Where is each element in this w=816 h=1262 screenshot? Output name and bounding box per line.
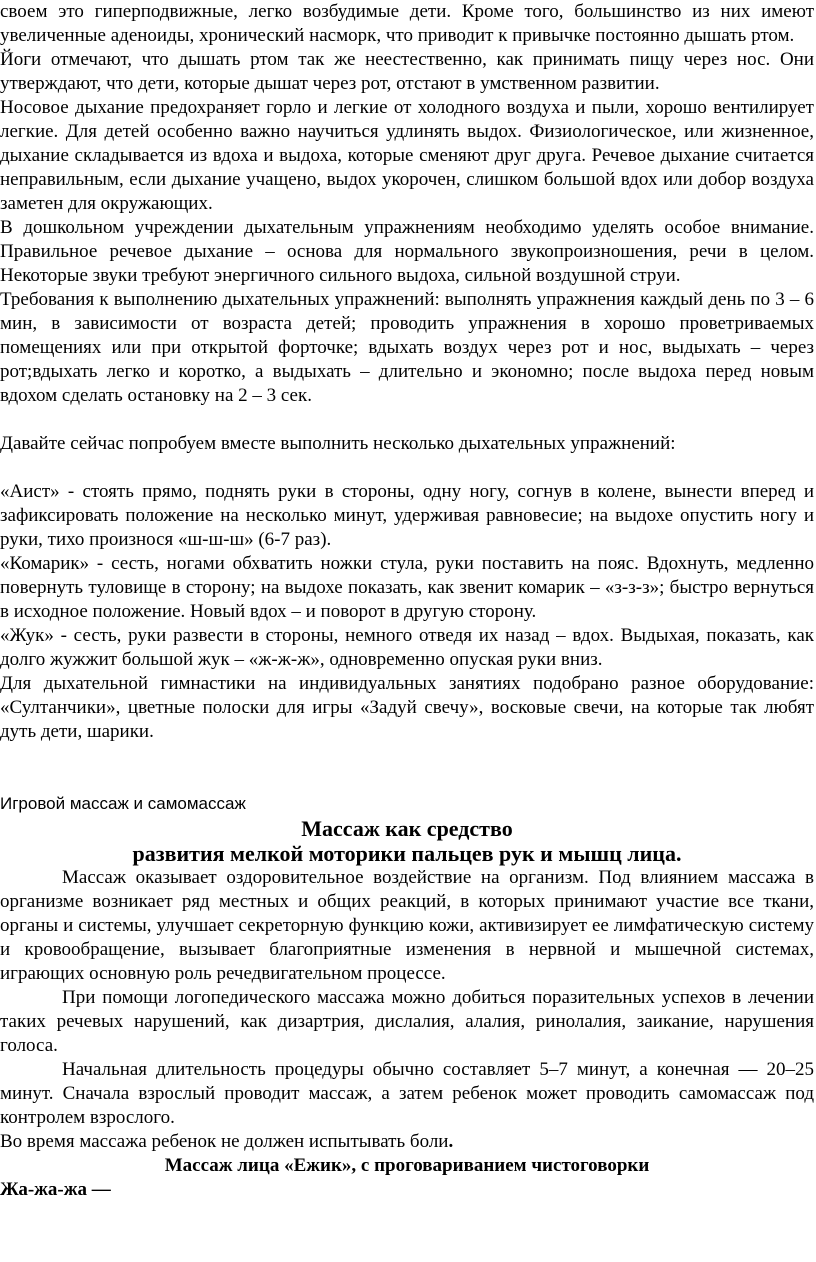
blank-line xyxy=(0,768,814,792)
section-title-line-2: развития мелкой моторики пальцев рук и мышц лица. xyxy=(132,841,682,866)
paragraph-equipment: Для дыхательной гимнастики на индивидуальных занятиях подобрано разное оборудование: «Султанчики», цветные полоски для игры «Задуй свечу», восковые свечи, на которые так любят дуть дети, шарики. xyxy=(0,673,814,742)
pain-note-period: . xyxy=(448,1131,454,1152)
exercise-stork: «Аист» - стоять прямо, поднять руки в стороны, одну ногу, согнув в колене, вынести вперед и зафиксировать положение на несколько минут, удерживая равновесие; на выдохе опустить ногу и руки, тихо произнося «ш-ш-ш» (6-7 раз). xyxy=(0,481,814,550)
exercise-mosquito: «Комарик» - сесть, ногами обхватить ножки стула, руки поставить на пояс. Вдохнуть, медленно повернуть туловище в сторону; на выдохе показать, как звенит комарик – «з-з-з»; быстро вернуться в исходное положение. Новый вдох – и поворот в другую сторону. xyxy=(0,553,814,622)
paragraph-yogis: Йоги отмечают, что дышать ртом так же неестественно, как принимать пищу через нос. Они утверждают, что дети, которые дышат через рот, отстают в умственном развитии. xyxy=(0,49,814,94)
blank-line xyxy=(0,408,814,432)
paragraph-preschool: В дошкольном учреждении дыхательным упражнениям необходимо уделять особое внимание. Правильное речевое дыхание – основа для нормального звукопроизношения, речи в целом. Некоторые звуки требуют энергичного сильного выдоха, сильной воздушной струи. xyxy=(0,217,814,286)
subtitle-hedgehog: Массаж лица «Ежик», с проговариванием чистоговорки xyxy=(164,1155,650,1176)
paragraph-logopedic-massage: При помощи логопедического массажа можно добиться поразительных успехов в лечении таких речевых нарушений, как дизартрия, дислалия, алалия, ринолалия, заикание, нарушения голоса. xyxy=(0,987,814,1056)
paragraph-lets-try: Давайте сейчас попробуем вместе выполнить несколько дыхательных упражнений: xyxy=(0,433,676,454)
paragraph-nasal-breathing: Носовое дыхание предохраняет горло и легкие от холодного воздуха и пыли, хорошо вентилирует легкие. Для детей особенно важно научиться удлинять выдох. Физиологическое, или жизненное, дыхание складывается из вдоха и выдоха, которые сменяют друг друга. Речевое дыхание считается неправильным, если дыхание учащено, выдох укорочен, слишком большой вдох или добор воздуха заметен для окружающих. xyxy=(0,97,814,214)
paragraph-mouth-breathing: своем это гиперподвижные, легко возбудимые дети. Кроме того, большинство из них имеют увеличенные аденоиды, хронический насморк, что приводит к привычке постоянно дышать ртом. xyxy=(0,1,814,46)
paragraph-requirements: Требования к выполнению дыхательных упражнений: выполнять упражнения каждый день по 3 – 6 мин, в зависимости от возраста детей; проводить упражнения в хорошо проветриваемых помещениях или при открытой форточке; вдыхать воздух через рот и нос, выдыхать – через рот;вдыхать легко и коротко, а выдыхать – длительно и экономно; после выдоха перед новым вдохом сделать остановку на 2 – 3 сек. xyxy=(0,289,814,406)
section-label: Игровой массаж и самомассаж xyxy=(0,794,246,813)
pain-note-text: Во время массажа ребенок не должен испытывать боли xyxy=(0,1131,449,1152)
exercise-beetle: «Жук» - сесть, руки развести в стороны, немного отведя их назад – вдох. Выдыхая, показать, как долго жужжит большой жук – «ж-ж-ж», одновременно опуская руки вниз. xyxy=(0,625,814,670)
paragraph-massage-effect: Массаж оказывает оздоровительное воздействие на организм. Под влиянием массажа в организме возникает ряд местных и общих реакций, в которых принимают участие все ткани, органы и системы, улучшает секреторную функцию кожи, активизирует ее лимфатическую систему и кровообращение, вызывает благоприятные изменения в нервной и мышечной системах, играющих основную роль речедвигательном процессе. xyxy=(0,867,814,984)
section-title-line-1: Массаж как средство xyxy=(301,816,513,841)
chant-line: Жа-жа-жа — xyxy=(0,1179,111,1200)
blank-line xyxy=(0,456,814,480)
paragraph-pain-note xyxy=(0,1130,814,1154)
paragraph-duration: Начальная длительность процедуры обычно составляет 5–7 минут, а конечная — 20–25 минут. Сначала взрослый проводит массаж, а затем ребенок может проводить самомассаж под контролем взрослого. xyxy=(0,1059,814,1128)
blank-line xyxy=(0,744,814,768)
